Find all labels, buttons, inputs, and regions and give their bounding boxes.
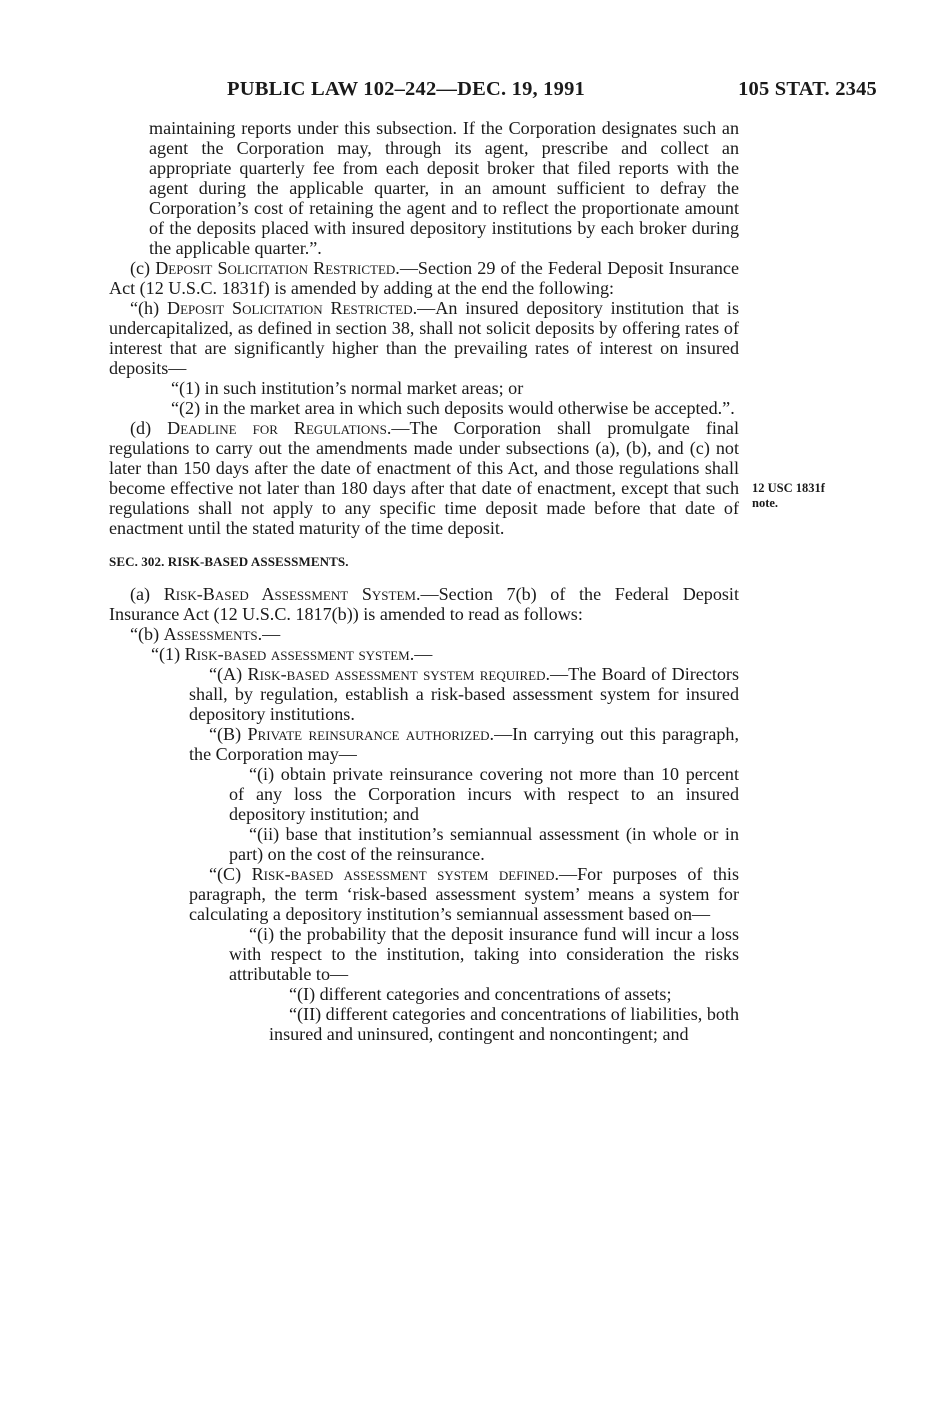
subparagraph-B-label: “(B)	[209, 724, 248, 744]
subsection-c-text: —Section 29 of the Federal Deposit Insurance Act (12 U.S.C. 1831f) is amended by adding at the end the following:	[109, 258, 739, 298]
section-heading: SEC. 302. RISK-BASED ASSESSMENTS.	[109, 554, 349, 569]
document-body	[109, 118, 739, 1044]
paragraph-b1	[109, 644, 739, 664]
subparagraph-A-label: “(A)	[209, 664, 248, 684]
subsection-h	[109, 298, 739, 378]
subclause-C-i-I: “(I) different categories and concentrations of assets;	[289, 984, 672, 1004]
subsection-h-text: —An insured depository institution that is undercapitalized, as defined in section 38, shall not solicit deposits by offering rates of interest that are significantly higher than the prevailing rates of interest on insured deposits—	[109, 298, 739, 378]
subsection-c-heading: Deposit Solicitation Restricted.	[155, 258, 400, 278]
paragraph-b1-text: —	[414, 644, 433, 664]
subsection-b-text: —	[262, 624, 281, 644]
subparagraph-B	[109, 724, 739, 764]
margin-note-citation: 12 USC 1831f	[752, 481, 825, 495]
subsection-d-label: (d)	[130, 418, 168, 438]
subsection-a-text: —Section 7(b) of the Federal Deposit Insurance Act (12 U.S.C. 1817(b)) is amended to read as follows:	[109, 584, 739, 624]
subclause-C-i-II: “(II) different categories and concentrations of liabilities, both insured and uninsured, contingent and noncontingent; and	[269, 1004, 739, 1044]
subsection-b	[109, 624, 739, 644]
subparagraph-B-heading: Private reinsurance authorized.	[247, 724, 495, 744]
paragraph-b1-label: “(1)	[151, 644, 185, 664]
subsection-d-text: —The Corporation shall promulgate final regulations to carry out the amendments made under subsections (a), (b), and (c) not later than 150 days after the date of enactment of this Act, and those regulations shall become effective not later than 180 days after that date of enactment, except that such regulations shall not apply to any specific time deposit made before that date of enactment until the stated maturity of the time deposit.	[109, 418, 739, 538]
subparagraph-C-heading: Risk-based assessment system defined.	[251, 864, 559, 884]
subparagraph-A-heading: Risk-based assessment system required.	[247, 664, 550, 684]
clause-C-i: “(i) the probability that the deposit insurance fund will incur a loss with respect to the institution, taking into consideration the risks attributable to—	[229, 924, 739, 984]
subparagraph-C-text: —For purposes of this paragraph, the term ‘risk-based assessment system’ means a system for calculating a depository institution’s semiannual assessment based on—	[189, 864, 739, 924]
subsection-b-heading: Assessments.	[163, 624, 263, 644]
subsection-c-label: (c)	[130, 258, 156, 278]
subsection-h-heading: Deposit Solicitation Restricted.	[167, 298, 418, 318]
subparagraph-C	[109, 864, 739, 924]
subsection-b-label: “(b)	[130, 624, 164, 644]
subsection-d-heading: Deadline for Regulations.	[167, 418, 392, 438]
subparagraph-C-label: “(C)	[209, 864, 252, 884]
subparagraph-A	[109, 664, 739, 724]
paragraph-continuation: maintaining reports under this subsection. If the Corporation designates such an agent the Corporation may, through its agent, prescribe and collect an appropriate quarterly fee from each deposit broker that filed reports with the agent during the applicable quarter, in an amount sufficient to defray the Corporation’s cost of retaining the agent and to reflect the proportionate amount of the deposits placed with insured depository institutions by each broker during the applicable quarter.”.	[149, 118, 739, 258]
subsection-a-heading: Risk-Based Assessment System.	[163, 584, 421, 604]
paragraph-h1: “(1) in such institution’s normal market areas; or	[171, 378, 524, 398]
subsection-a	[109, 584, 739, 624]
subparagraph-A-text: —The Board of Directors shall, by regulation, establish a risk-based assessment system for insured depository institutions.	[189, 664, 739, 724]
subsection-a-label: (a)	[130, 584, 164, 604]
subsection-c	[109, 258, 739, 298]
clause-B-i: “(i) obtain private reinsurance covering not more than 10 percent of any loss the Corporation incurs with respect to an insured depository institution; and	[229, 764, 739, 824]
margin-note-label: note.	[752, 496, 779, 510]
paragraph-b1-heading: Risk-based assessment system.	[184, 644, 415, 664]
margin-note	[752, 481, 862, 511]
subsection-h-label: “(h)	[130, 298, 168, 318]
subsection-d	[109, 418, 739, 538]
header-title: PUBLIC LAW 102–242—DEC. 19, 1991	[227, 78, 585, 100]
clause-B-ii: “(ii) base that institution’s semiannual assessment (in whole or in part) on the cost of the reinsurance.	[229, 824, 739, 864]
header-stat-number: 105 STAT. 2345	[738, 78, 877, 100]
subparagraph-B-text: —In carrying out this paragraph, the Corporation may—	[189, 724, 739, 764]
paragraph-h2: “(2) in the market area in which such deposits would otherwise be accepted.”.	[171, 398, 735, 418]
